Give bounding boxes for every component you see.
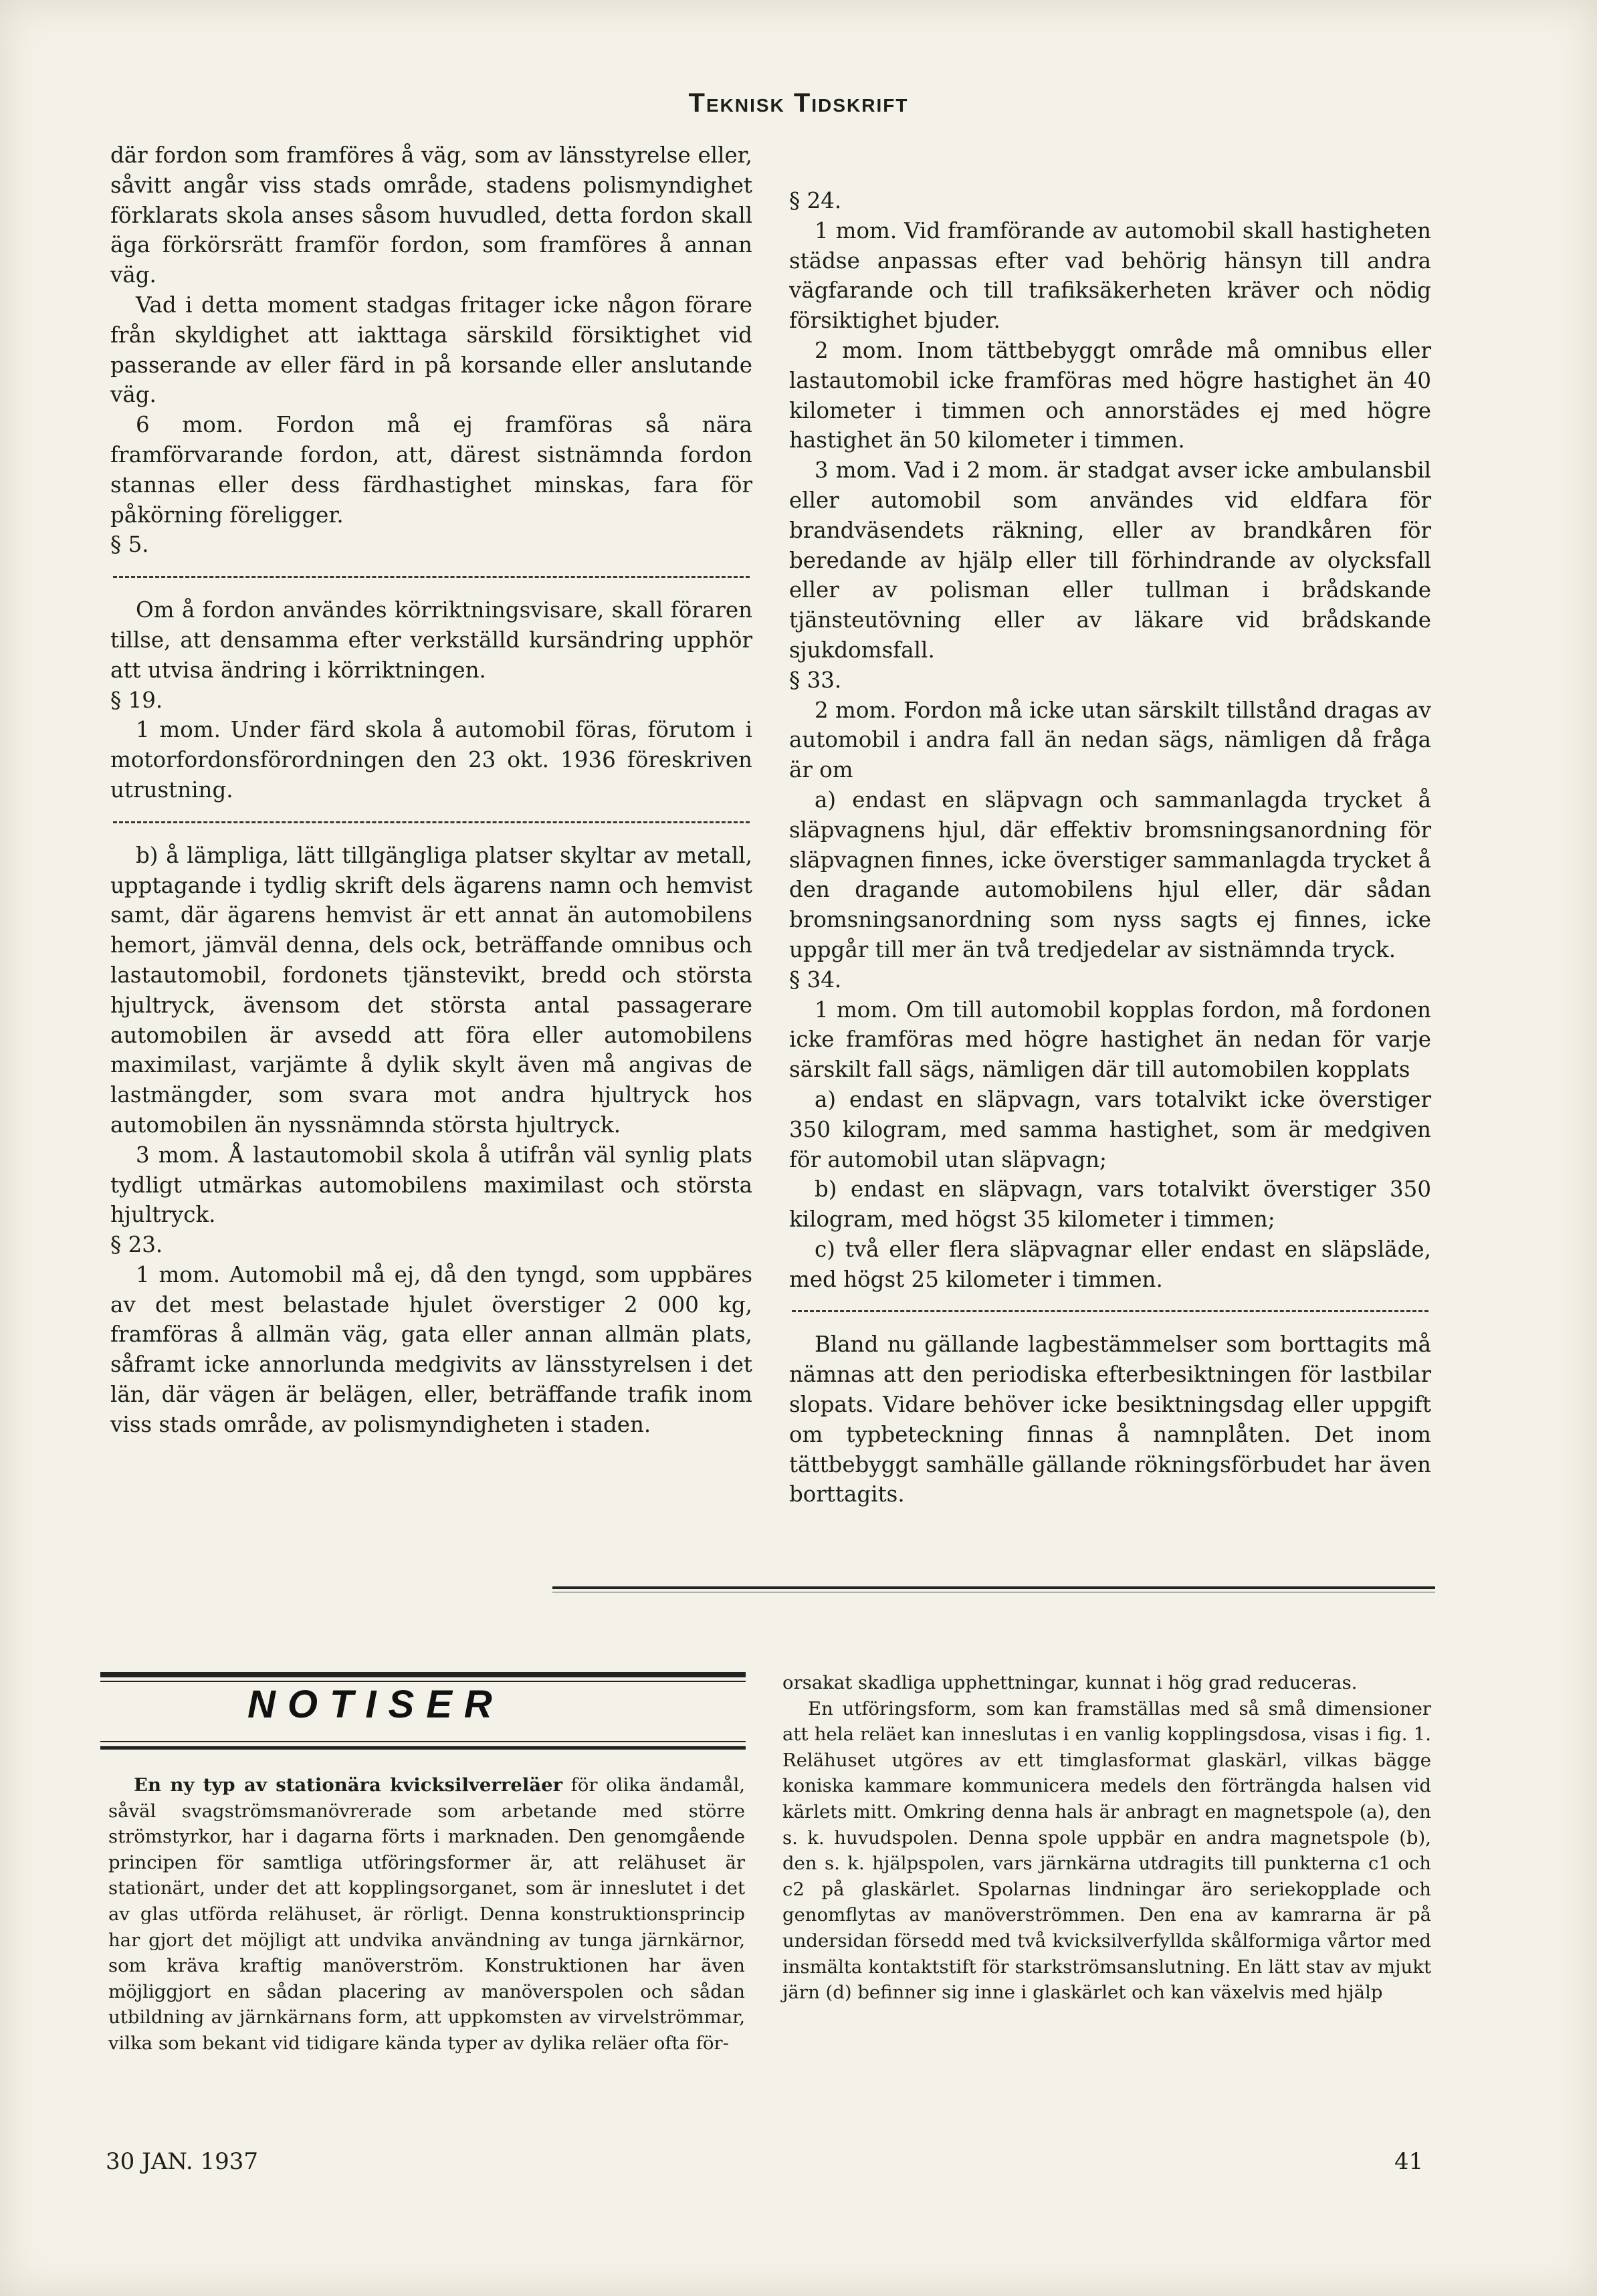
omission-divider xyxy=(792,1310,1428,1312)
paragraph: c) två eller flera släpvagnar eller endast en släpsläde, med högst 25 kilometer i timmen. xyxy=(789,1236,1431,1292)
section-rule xyxy=(100,1746,746,1750)
news-paragraph: orsakat skadliga upphettningar, kunnat i hög grad reduceras. xyxy=(782,1672,1358,1693)
news-paragraph: En utföringsform, som kan framställas med så små dimensioner att hela reläet kan inneslutas i en vanlig kopplingsdosa, visas i fig. 1. Relähuset utgöres av ett timglasformat glaskärl, vilkas bägge koniska kammare kommunicera medels den förträngda halsen vid kärlets mitt. Omkring denna hals är anbragt en magnetspole (a), den s. k. huvudspolen. Denna spole uppbär en andra magnetspole (b), den s. k. hjälpspolen, vars järnkärna utdragits till punkterna c1 och c2 på glaskärlet. Spolarnas lindningar äro seriekopplade och genomflytas av manöverströmmen. Den ena av kamrarna är på undersidan försedd med två kvicksilverfyllda skålformiga vårtor med insmälta kontaktstift för starkströmsanslutning. En lätt stav av mjukt järn (d) befinner sig inne i glaskärlet och kan växelvis med hjälp xyxy=(782,1697,1431,2004)
omission-divider xyxy=(113,576,750,578)
section-rule xyxy=(100,1672,746,1677)
paragraph: 3 mom. Å lastautomobil skola å utifrån väl synlig plats tydligt utmärkas automobilens maximilast och största hjultryck. xyxy=(110,1142,752,1228)
paragraph: 3 mom. Vad i 2 mom. är stadgat avser icke ambulansbil eller automobil som användes vid eldfara för brandväsendets räkning, eller av brandkåren för beredande av hjälp eller till förhindrande av olycksfall eller av polisman eller tullman i brådskande tjänsteutövning eller av läkare vid brådskande sjukdomsfall. xyxy=(789,457,1431,663)
section-heading: § 23. xyxy=(110,1232,163,1258)
paragraph: där fordon som framföres å väg, som av länsstyrelse eller, såvitt angår viss stads område, stadens polismyndighet förklarats skola anses såsom huvudled, detta fordon skall äga förkörsrätt framför fordon, som framföres å annan väg. xyxy=(110,142,752,288)
news-lead: En ny typ av stationära kvicksilverreläer xyxy=(134,1774,563,1796)
paragraph: 6 mom. Fordon må ej framföras så nära framförvarande fordon, att, därest sistnämnda fordon stannas eller dess färdhastighet minskas, fara för påkörning föreligger. xyxy=(110,412,752,528)
paragraph: 2 mom. Inom tättbebyggt område må omnibus eller lastautomobil icke framföras med högre hastighet än 40 kilometer i timmen och annorstädes ej med högre hastighet än 50 kilometer i timmen. xyxy=(789,337,1431,453)
section-rule xyxy=(100,1741,746,1742)
section-heading: § 33. xyxy=(789,667,842,693)
paragraph: Om å fordon användes körriktningsvisare, skall föraren tillse, att densamma efter verkställd kursändring upphör att utvisa ändring i körriktningen. xyxy=(110,597,752,683)
news-paragraph xyxy=(108,1772,745,2057)
article-left-column xyxy=(110,140,752,1440)
issue-date: 30 JAN. 1937 xyxy=(106,2148,258,2175)
page-number: 41 xyxy=(1394,2148,1424,2175)
paragraph: 1 mom. Om till automobil kopplas fordon, må fordonen icke framföras med högre hastighet än nedan för varje särskilt fall sägs, nämligen där till automobilen kopplats xyxy=(789,997,1431,1083)
paragraph: a) endast en släpvagn, vars totalvikt icke överstiger 350 kilogram, med samma hastighet, som är medgiven för automobil utan släpvagn; xyxy=(789,1086,1431,1172)
section-heading: § 5. xyxy=(110,532,149,558)
section-heading: § 19. xyxy=(110,687,163,713)
notiser-heading: NOTISER xyxy=(247,1683,504,1726)
section-heading: § 24. xyxy=(789,188,842,213)
journal-header: Teknisk Tidskrift xyxy=(688,88,909,118)
paragraph: a) endast en släpvagn och sammanlagda trycket å släpvagnens hjul, där effektiv bromsningsanordning för släpvagnen finnes, icke överstiger sammanlagda trycket å den dragande automobilens hjul eller, där sådan bromsningsanordning som nyss sagts ej finnes, icke uppgår till mer än två tredjedelar av sistnämnda tryck. xyxy=(789,787,1431,962)
paragraph: b) å lämpliga, lätt tillgängliga platser skyltar av metall, upptagande i tydlig skrift dels ägarens namn och hemvist samt, där ägarens hemvist är ett annat än automobilens hemort, jämväl denna, dels ock, beträffande omnibus och lastautomobil, fordonets tjänstevikt, bredd och största hjultryck, ävensom det största antal passagerare automobilen är avsedd att föra eller automobilens maximilast, varjämte å dylik skylt även må angivas de lastmängder, som svara mot andra hjultryck hos automobilen än nyssnämnda största hjultryck. xyxy=(110,842,752,1138)
omission-divider xyxy=(113,821,750,823)
section-heading: § 34. xyxy=(789,966,842,993)
news-text: för olika ändamål, såväl svagströmsmanövrerade som arbetande med större strömstyrkor, har i dagarna förts i marknaden. Den genomgående principen för samtliga utföringsformer är, att relähuset är stationärt, under det att kopplingsorganet, som är inneslutet i det av glas utförda relähuset, är rörligt. Denna konstruktionsprincip har gjort det möjligt att undvika användning av tunga järnkärnor, som kräva kraftig manöverström. Konstruktionen har även möjliggjort en sådan placering av manöverspolen och sådan utbildning av järnkärnans form, att uppkomsten av virvelströmmar, vilka som bekant vid tidigare kända typer av dylika reläer ofta för- xyxy=(108,1774,745,2054)
paragraph: 2 mom. Fordon må icke utan särskilt tillstånd dragas av automobil i andra fall än nedan sägs, nämligen då fråga är om xyxy=(789,697,1431,783)
notiser-right-column xyxy=(782,1670,1431,2006)
paragraph: 1 mom. Under färd skola å automobil föras, förutom i motorfordonsförordningen den 23 okt. 1936 föreskriven utrustning. xyxy=(110,717,752,803)
paragraph: 1 mom. Vid framförande av automobil skall hastigheten städse anpassas efter vad behörig hänsyn till andra vägfarande och till trafiksäkerheten kräver och nödig försiktighet bjuder. xyxy=(789,217,1431,334)
article-end-rule xyxy=(552,1586,1435,1589)
paragraph: b) endast en släpvagn, vars totalvikt överstiger 350 kilogram, med högst 35 kilometer i timmen; xyxy=(789,1176,1431,1233)
paragraph: Bland nu gällande lagbestämmelser som borttagits må nämnas att den periodiska efterbesiktningen för lastbilar slopats. Vidare behöver icke besiktningsdag eller uppgift om typbeteckning finnas å namnplåten. Det inom tättbebyggt samhälle gällande rökningsförbudet har även borttagits. xyxy=(789,1332,1431,1507)
paragraph: Vad i detta moment stadgas fritager icke någon förare från skyldighet att iakttaga särskild försiktighet vid passerande av eller färd in på korsande eller anslutande väg. xyxy=(110,292,752,408)
article-right-column xyxy=(789,186,1431,1509)
paragraph: 1 mom. Automobil må ej, då den tyngd, som uppbäres av det mest belastade hjulet överstiger 2 000 kg, framföras å allmän väg, gata eller annan allmän plats, såframt icke annorlunda medgivits av länsstyrelsen i det län, där vägen är belägen, eller, beträffande trafik inom viss stads område, av polismyndigheten i staden. xyxy=(110,1261,752,1437)
notiser-left-column xyxy=(108,1772,745,2057)
